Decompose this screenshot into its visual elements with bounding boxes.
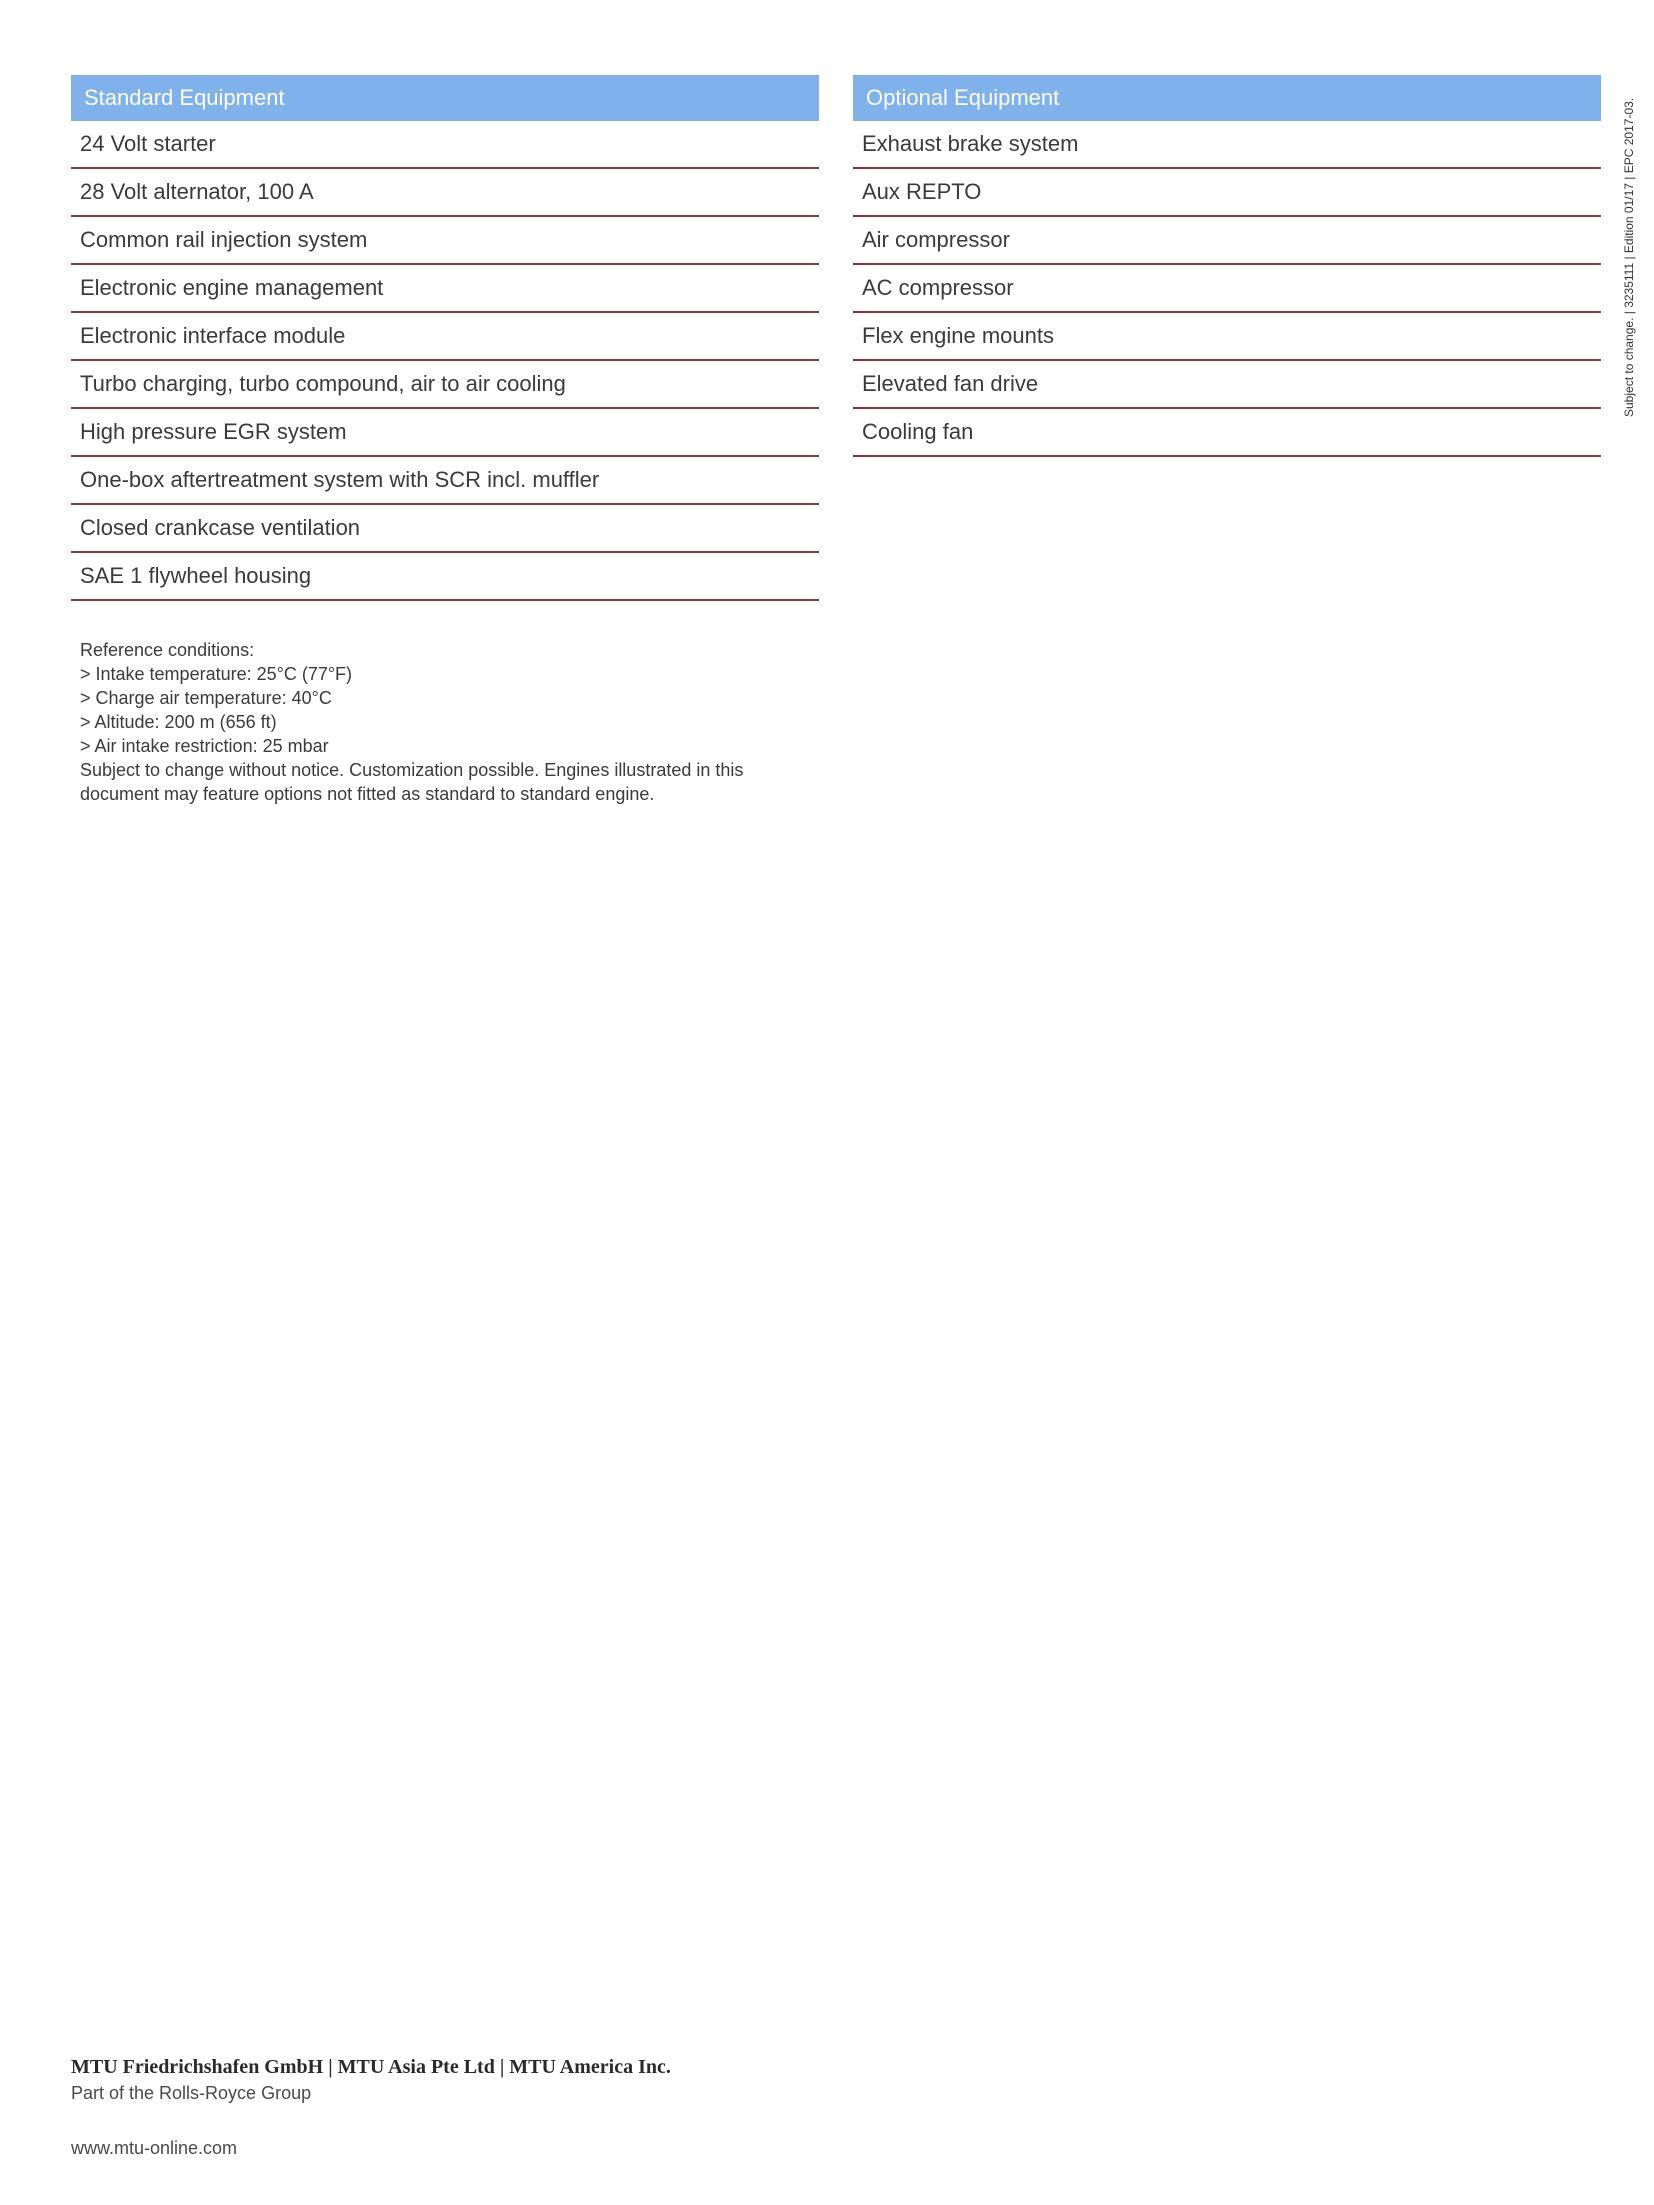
- side-edition-text: Subject to change. | 3235111 | Edition 01/17 | EPC 2017-03.: [1622, 97, 1636, 417]
- optional-equipment-row: Air compressor: [853, 217, 1601, 265]
- notes-line: document may feature options not fitted as standard to standard engine.: [80, 784, 655, 804]
- notes-line: > Altitude: 200 m (656 ft): [80, 712, 277, 732]
- optional-equipment-row: AC compressor: [853, 265, 1601, 313]
- standard-equipment-table: [71, 75, 819, 601]
- standard-equipment-row: Electronic interface module: [71, 313, 819, 361]
- optional-equipment-row: Exhaust brake system: [853, 121, 1601, 169]
- notes-line: > Air intake restriction: 25 mbar: [80, 736, 329, 756]
- standard-equipment-row: 28 Volt alternator, 100 A: [71, 169, 819, 217]
- standard-equipment-row: Turbo charging, turbo compound, air to air cooling: [71, 361, 819, 409]
- standard-equipment-row: One-box aftertreatment system with SCR incl. muffler: [71, 457, 819, 505]
- standard-equipment-row: 24 Volt starter: [71, 121, 819, 169]
- optional-equipment-header: Optional Equipment: [853, 75, 1601, 121]
- footer-website-link[interactable]: www.mtu-online.com: [71, 2138, 238, 2158]
- standard-equipment-row: Closed crankcase ventilation: [71, 505, 819, 553]
- standard-equipment-row: Electronic engine management: [71, 265, 819, 313]
- optional-equipment-row: Elevated fan drive: [853, 361, 1601, 409]
- reference-conditions-notes: [80, 638, 820, 806]
- notes-line: Subject to change without notice. Customization possible. Engines illustrated in this: [80, 760, 744, 780]
- notes-line: > Intake temperature: 25°C (77°F): [80, 664, 353, 684]
- optional-equipment-table: [853, 75, 1601, 457]
- optional-equipment-row: Aux REPTO: [853, 169, 1601, 217]
- standard-equipment-header: Standard Equipment: [71, 75, 819, 121]
- optional-equipment-row: Flex engine mounts: [853, 313, 1601, 361]
- notes-line: Reference conditions:: [80, 640, 255, 660]
- footer-companies: MTU Friedrichshafen GmbH | MTU Asia Pte Ltd | MTU America Inc.: [71, 2056, 671, 2078]
- footer-group: Part of the Rolls-Royce Group: [71, 2083, 312, 2103]
- footer: [71, 2054, 671, 2106]
- notes-line: > Charge air temperature: 40°C: [80, 688, 332, 708]
- optional-equipment-row: Cooling fan: [853, 409, 1601, 457]
- standard-equipment-row: SAE 1 flywheel housing: [71, 553, 819, 601]
- standard-equipment-row: Common rail injection system: [71, 217, 819, 265]
- standard-equipment-row: High pressure EGR system: [71, 409, 819, 457]
